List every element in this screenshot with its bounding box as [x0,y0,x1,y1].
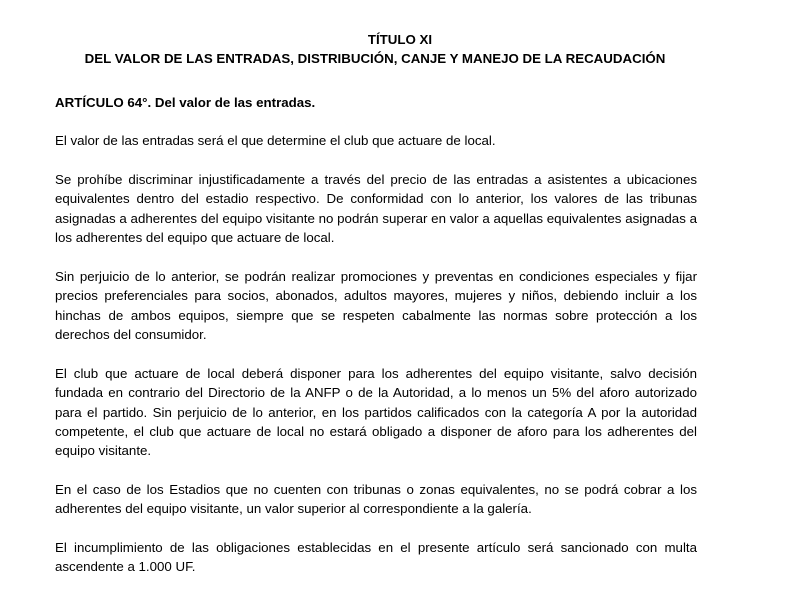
title-block [0,30,800,68]
paragraph-5: En el caso de los Estadios que no cuenten con tribunas o zonas equivalentes, no se podrá cobrar a los adherentes del equipo visitante, un valor superior al correspondiente a la galería. [55,482,697,517]
paragraph-2: Se prohíbe discriminar injustificadamente a través del precio de las entradas a asistentes a ubicaciones equivalentes dentro del estadio respectivo. De conformidad con lo anterior, los valores de las tribunas asignadas a adherentes del equipo visitante no podrán superar en valor a aquellas equivalentes asignadas a los adherentes del equipo que actuare de local. [55,172,697,245]
title-subtitle: DEL VALOR DE LAS ENTRADAS, DISTRIBUCIÓN, CANJE Y MANEJO DE LA RECAUDACIÓN [84,51,666,66]
paragraph-1: El valor de las entradas será el que determine el club que actuare de local. [55,133,496,148]
title-number: TÍTULO XI [367,32,433,47]
paragraph-3: Sin perjuicio de lo anterior, se podrán realizar promociones y preventas en condiciones especiales y fijar precios preferenciales para socios, abonados, adultos mayores, mujeres y niños, debiendo incluir a los hinchas de ambos equipos, siempre que se respeten cabalmente las normas sobre protección a los derechos del consumidor. [55,269,697,342]
paragraph-6: El incumplimiento de las obligaciones establecidas en el presente artículo será sancionado con multa ascendente a 1.000 UF. [55,540,697,575]
paragraph-4: El club que actuare de local deberá disponer para los adherentes del equipo visitante, salvo decisión fundada en contrario del Directorio de la ANFP o de la Autoridad, a lo menos un 5% del aforo autorizado para el partido. Sin perjuicio de lo anterior, en los partidos calificados con la categoría A por la autoridad competente, el club que actuare de local no estará obligado a disponer de aforo para los adherentes del equipo visitante. [55,366,697,459]
article-heading: ARTÍCULO 64°. Del valor de las entradas. [55,95,316,110]
